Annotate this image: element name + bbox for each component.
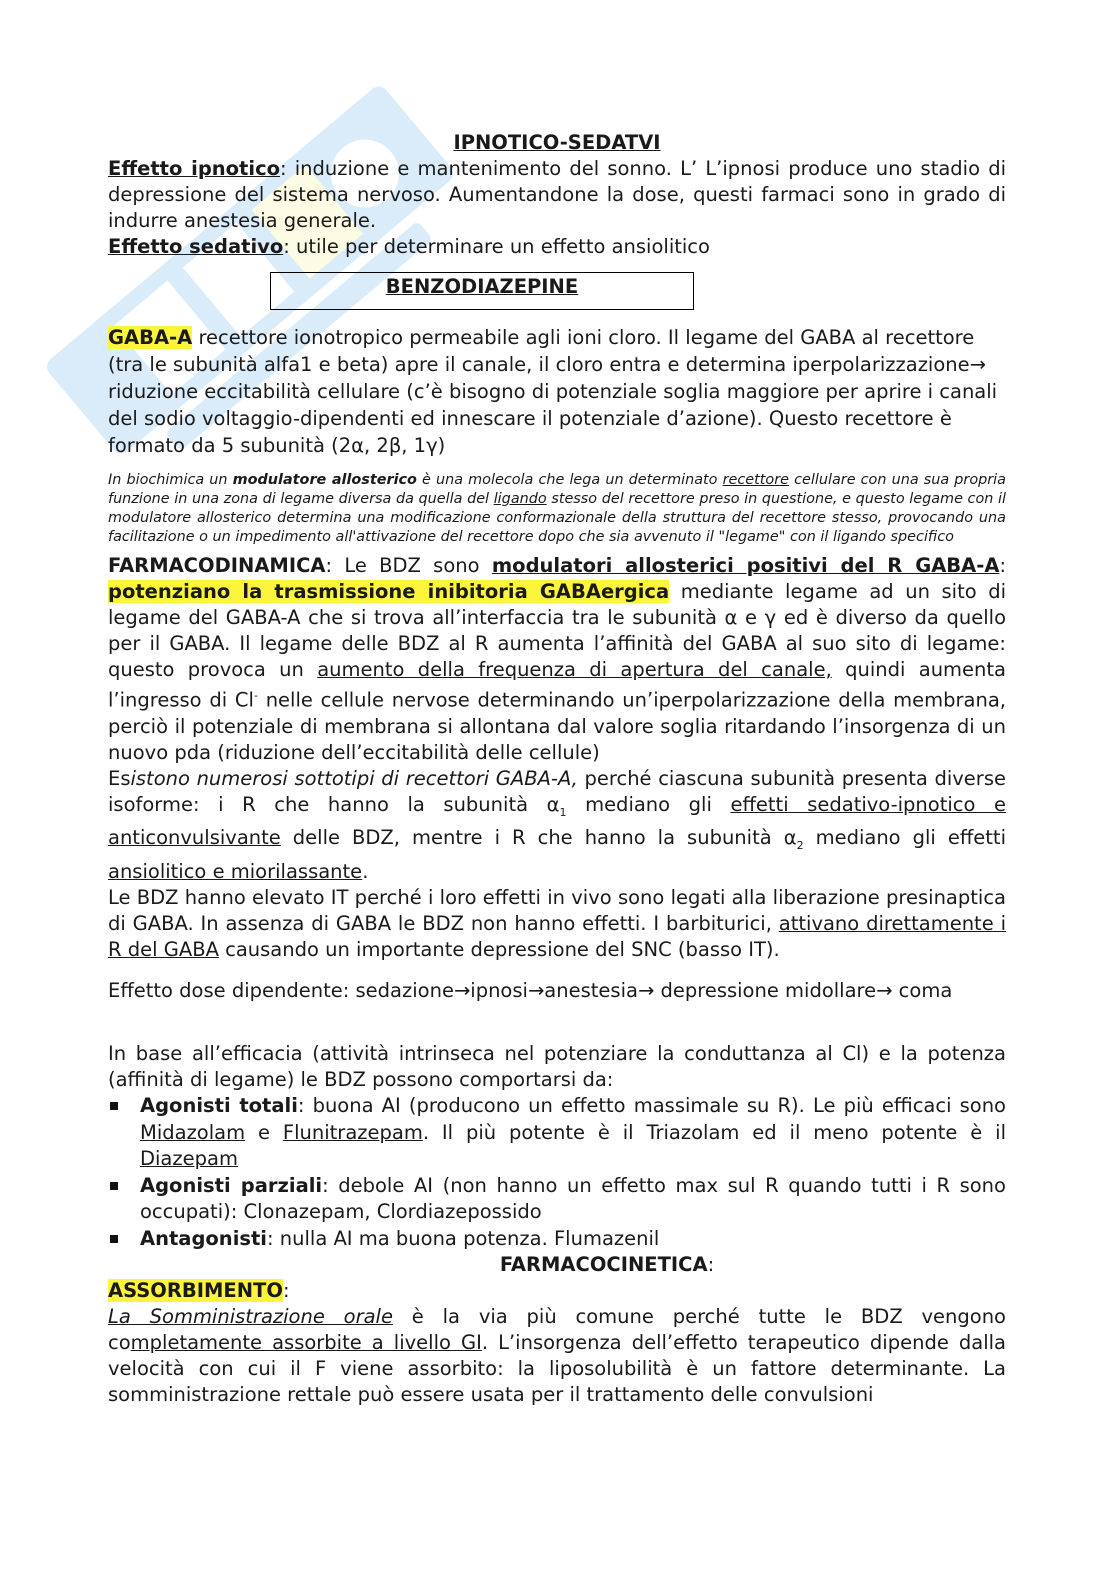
farmacodinamica-text-5: nelle cellule nervose determinando un’iperpolarizzazione della membrana, perciò il potenziale di membrana si allontana dal valore soglia ritardando l’insorgenza di un nuovo pda (riduzione dell’eccitabilità delle cellule) (108, 688, 1006, 764)
list-item-label: Agonisti parziali (140, 1173, 323, 1197)
arrow-icon: → (453, 979, 471, 1003)
farmacocinetica-heading (108, 1252, 1006, 1278)
dose-text-5: coma (892, 979, 953, 1003)
note-text-4: stesso del recettore preso in questione, e questo legame con il modulatore allosterico determina una modificazione conformazionale della struttura del recettore stesso, provocando una facilitazione o un impedimento all'attivazione del recettore dopo che sia avvenuto il "legame" con il ligando specifico (108, 491, 1006, 545)
section-box (270, 272, 694, 310)
farmacodinamica-key-phrase: modulatori allosterici positivi del R GABA-A (491, 554, 1000, 577)
assorbimento-label: ASSORBIMENTO (108, 1279, 283, 1303)
sottotipi-text-5: mediano gli effetti (803, 826, 1006, 850)
list-item-label: Antagonisti (140, 1226, 267, 1250)
orale-text-1: è la via più comune perché tutte le BDZ vengono co (108, 1305, 1006, 1355)
note-text-3: cellulare con una sua propria funzione in una zona di legame diversa da quella del (108, 472, 1006, 507)
section-box-wrapper (108, 272, 1006, 310)
efficacia-intro: In base all’efficacia (attività intrinseca nel potenziare la conduttanza al Cl) e la potenza (affinità di legame) le BDZ possono comportarsi da: (108, 1042, 1006, 1092)
it-text-2: causando un importante depressione del SNC (basso IT). (218, 938, 780, 962)
arrow-icon: → (527, 979, 545, 1003)
farmacocinetica-label: FARMACOCINETICA (499, 1253, 708, 1277)
dose-text-4: depressione midollare (654, 979, 877, 1003)
square-bullet-icon (110, 1182, 118, 1190)
list-item-text: . Il più potente è il Triazolam ed il meno potente è il (422, 1120, 1006, 1144)
dose-text-1: Effetto dose dipendente: sedazione (108, 979, 454, 1003)
square-bullet-icon (110, 1235, 118, 1243)
assorbimento-colon: : (282, 1279, 290, 1303)
effetto-ipnotico-paragraph (108, 156, 1006, 234)
dose-text-3: anestesia (544, 979, 638, 1003)
list-item-label: Agonisti totali (140, 1094, 298, 1118)
orale-text-2: . L’insorgenza dell’effetto terapeutico dipende dalla velocità con cui il F viene assorbito: la liposolubilità è un fattore determinante. La somministrazione rettale può essere usata per il trattamento delle convulsioni (108, 1331, 1006, 1407)
orale-italic-underline: La Somministrazione orale (108, 1305, 393, 1329)
farmacodinamica-colon: : (999, 554, 1007, 577)
farmacocinetica-colon: : (707, 1253, 715, 1277)
drug-flunitrazepam: Flunitrazepam (282, 1120, 423, 1144)
drug-midazolam: Midazolam (140, 1120, 246, 1144)
agonist-list (108, 1093, 1006, 1252)
document-page (108, 130, 1006, 1408)
effetto-sedativo-text: : utile per determinare un effetto ansiolitico (283, 235, 710, 258)
farmacodinamica-text-4: quindi aumenta l’ingresso di Cl (108, 658, 1006, 712)
sottotipi-underline-2: ansiolitico e miorilassante (108, 860, 363, 884)
sottotipi-underline-1: effetti sedativo-ipnotico e anticonvulsivante (108, 792, 1007, 850)
list-item-agonisti-parziali (108, 1173, 1006, 1226)
sottotipi-text-1: Es (108, 766, 131, 790)
effetto-sedativo-label: Effetto sedativo (108, 235, 284, 258)
sottotipi-italic: istono numerosi sottotipi di recettori GABA-A, (130, 766, 578, 790)
note-text-1: In biochimica un (108, 472, 233, 488)
gaba-label: GABA-A (108, 326, 193, 349)
list-item-text: e (245, 1120, 283, 1144)
note-link-recettore[interactable]: recettore (722, 472, 789, 488)
chloride-superscript: - (253, 689, 258, 702)
farmacodinamica-text-3: mediante legame ad un sito di legame del GABA-A che si trova all’interfaccia tra le subunità α e γ ed è diverso da quello per il GABA. Il legame delle BDZ al R aumenta l’affinità del GABA al suo sito di legame: questo provoca un (108, 580, 1006, 681)
indice-terapeutico-paragraph (108, 885, 1006, 963)
sottotipi-paragraph (108, 766, 1006, 886)
arrow-icon: → (969, 353, 986, 376)
effetto-ipnotico-label: Effetto ipnotico (108, 157, 281, 180)
farmacodinamica-underline: aumento della frequenza di apertura del canale, (317, 658, 832, 681)
gaba-paragraph (108, 324, 1006, 459)
gaba-text-2: riduzione eccitabilità cellulare (c’è bisogno di potenziale soglia maggiore per aprire i canali del sodio voltaggio-dipendenti ed innescare il potenziale d’azione). Questo recettore è formato da 5 subunità (2α, 2β, 1γ) (108, 380, 998, 457)
sottotipi-text-6: . (362, 860, 369, 884)
list-item-text: : nulla AI ma buona potenza. Flumazenil (267, 1226, 660, 1250)
dose-text-2: ipnosi (470, 979, 528, 1003)
list-item-text: : buona AI (producono un effetto massimale su R). Le più efficaci sono (297, 1094, 1006, 1118)
note-bold-term: modulatore allosterico (232, 472, 417, 488)
alpha2-subscript: 2 (796, 839, 804, 853)
gaba-text: recettore ionotropico permeabile agli ioni cloro. Il legame del GABA al recettore (tra le subunità alfa1 e beta) apre il canale, il cloro entra e determina iperpolarizzazione (108, 326, 975, 376)
allosteric-note (108, 471, 1006, 547)
sottotipi-text-3: mediano gli (566, 792, 731, 816)
list-item-antagonisti (108, 1226, 1006, 1253)
dose-paragraph (108, 977, 1006, 1005)
list-item-text: : debole AI (non hanno un effetto max sul R quando tutti i R sono occupati): Clonazepam, Clordiazepossido (140, 1173, 1006, 1224)
sottotipi-text-2: perché ciascuna subunità presenta diverse isoforme: i R che hanno la subunità α (108, 766, 1006, 816)
arrow-icon: → (637, 979, 655, 1003)
note-link-ligando[interactable]: ligando (493, 491, 547, 507)
effetto-ipnotico-text: : induzione e mantenimento del sonno. L’ L’ipnosi produce uno stadio di depressione del sistema nervoso. Aumentandone la dose, questi farmaci sono in grado di indurre anestesia generale. (108, 157, 1006, 232)
orale-underline: mpletamente assorbite a livello GI (130, 1331, 482, 1355)
note-text-2: è una molecola che lega un determinato (416, 472, 723, 488)
alpha1-subscript: 1 (559, 805, 567, 819)
farmacodinamica-paragraph (108, 553, 1006, 766)
assorbimento-heading (108, 1278, 1006, 1304)
it-underline: attivano direttamente i R del GABA (108, 912, 1006, 962)
somministrazione-orale-paragraph (108, 1304, 1006, 1408)
effetto-sedativo-paragraph (108, 234, 1006, 260)
sottotipi-text-4: delle BDZ, mentre i R che hanno la subunità α (280, 826, 797, 850)
farmacodinamica-label: FARMACODINAMICA (108, 554, 326, 577)
drug-diazepam: Diazepam (140, 1147, 238, 1171)
it-text-1: Le BDZ hanno elevato IT perché i loro effetti in vivo sono legati alla liberazione presinaptica di GABA. In assenza di GABA le BDZ non hanno effetti. I barbiturici, (108, 886, 1006, 936)
document-title: IPNOTICO-SEDATVI (453, 131, 661, 154)
square-bullet-icon (110, 1102, 118, 1110)
list-item-agonisti-totali (108, 1093, 1006, 1173)
arrow-icon: → (876, 979, 893, 1003)
farmacodinamica-text-1: : Le BDZ sono (325, 554, 492, 577)
section-box-title: BENZODIAZEPINE (385, 275, 579, 298)
farmacodinamica-highlight: potenziano la trasmissione inibitoria GABAergica (108, 580, 670, 603)
